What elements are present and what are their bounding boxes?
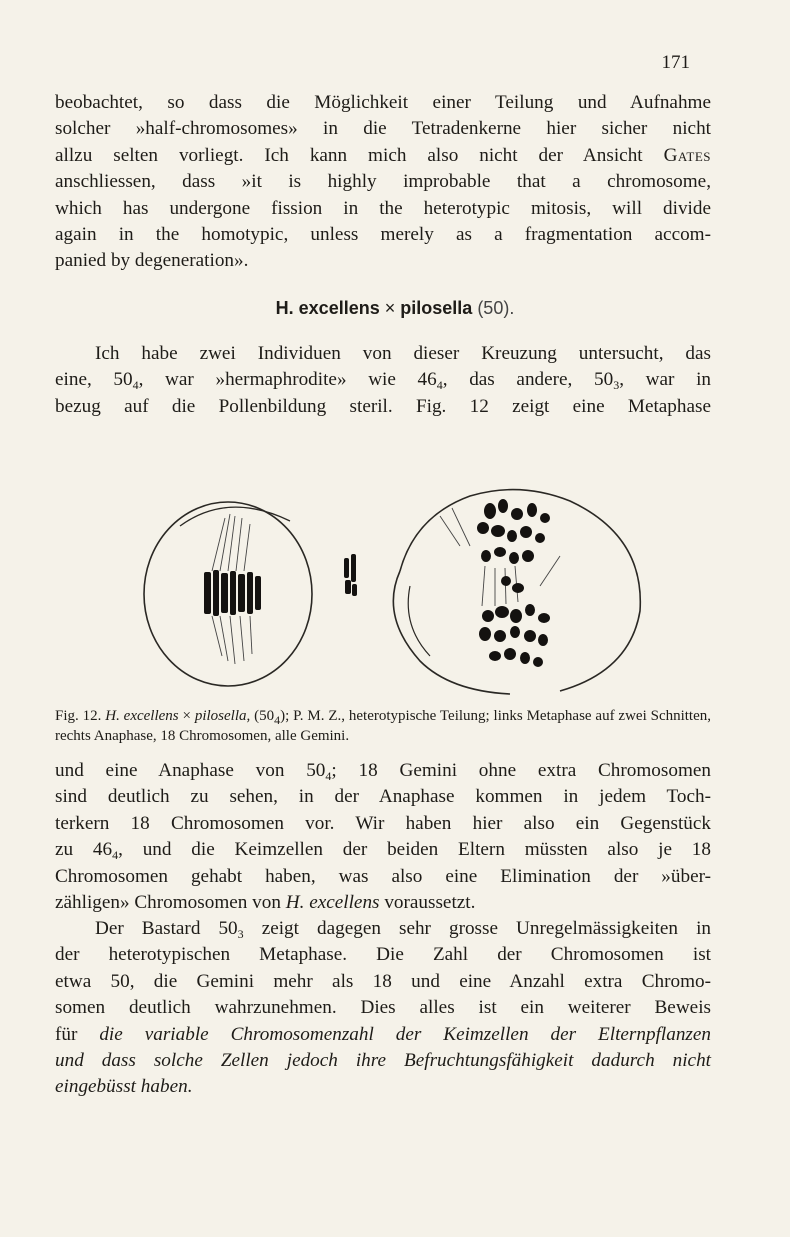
p1-line-4: anschliessen, dass »it is highly improbable that a chromosome, <box>55 171 711 193</box>
paragraph-3 <box>55 758 711 916</box>
anaphase-cell-illustration <box>393 490 640 694</box>
section-heading: H. excellens × pilosella (50). <box>275 298 515 318</box>
p1-line-6: again in the homotypic, unless merely as a fragmentation accom- <box>55 224 711 246</box>
page-number: 171 <box>661 52 690 73</box>
p1-line-2: solcher »half-chromosomes» in die Tetradenkerne hier sicher nicht <box>55 118 711 140</box>
metaphase-second-section-illustration <box>344 554 357 596</box>
author-gates: Gates <box>663 144 711 166</box>
p4-line-1: Der Bastard $50_3$ zeigt dagegen sehr grosse Unregelmässigkeiten in <box>95 918 711 941</box>
p1-line-5: which has undergone fission in the heterotypic mitosis, will divide <box>55 197 711 219</box>
paragraph-1 <box>55 90 711 275</box>
p4-line-4: somen deutlich wahrzunehmen. Dies alles ist ein weiterer Beweis <box>55 997 711 1019</box>
p2-line-2: eine, $50_4$, war »hermaphrodite» wie $46_4$, das andere, $50_3$, war in <box>55 369 711 393</box>
figure-12 <box>140 476 650 698</box>
figure-caption: Fig. 12. H. excellens × pilosella, $(50_4)$; P. M. Z., heterotypische Teilung; links Metaphase auf zwei Schnitten, rechts Anaphase, 18 Chromosomen, alle Gemini. <box>55 708 712 744</box>
p4-line-2: der heterotypischen Metaphase. Die Zahl der Chromosomen ist <box>55 944 711 966</box>
p4-line-6: und dass solche Zellen jedoch ihre Befruchtungsfähigkeit dadurch nicht <box>55 1050 711 1072</box>
metaphase-cell-illustration <box>144 502 312 686</box>
p3-line-3: terkern 18 Chromosomen vor. Wir haben hier also ein Gegenstück <box>55 812 711 834</box>
paragraph-2 <box>55 341 711 420</box>
p4-line-3: etwa 50, die Gemini mehr als 18 und eine Anzahl extra Chromo- <box>55 970 711 992</box>
p1-line-3: allzu selten vorliegt. Ich kann mich also nicht der Ansicht Gates <box>55 144 711 166</box>
p4-line-5: für die variable Chromosomenzahl der Keimzellen der Elternpflanzen <box>55 1023 711 1045</box>
p2-line-1: Ich habe zwei Individuen von dieser Kreuzung untersucht, das <box>95 343 711 364</box>
p4-line-7: eingebüsst haben. <box>55 1076 193 1098</box>
p3-line-4: zu $46_4$, und die Keimzellen der beiden Eltern müssten also je 18 <box>55 839 711 863</box>
p3-line-2: sind deutlich zu sehen, in der Anaphase kommen in jedem Toch- <box>55 786 711 808</box>
p3-line-6: zähligen» Chromosomen von H. excellens voraussetzt. <box>55 892 476 914</box>
paragraph-4 <box>55 916 711 1101</box>
p3-line-5: Chromosomen gehabt haben, was also eine Elimination der »über- <box>55 865 711 887</box>
p1-line-7: panied by degeneration». <box>55 250 249 272</box>
p1-line-1: beobachtet, so dass die Möglichkeit einer Teilung und Aufnahme <box>55 92 711 113</box>
p2-line-3: bezug auf die Pollenbildung steril. Fig. 12 zeigt eine Metaphase <box>55 395 711 417</box>
p3-line-1: und eine Anaphase von $50_4$; 18 Gemini ohne extra Chromosomen <box>55 760 711 783</box>
